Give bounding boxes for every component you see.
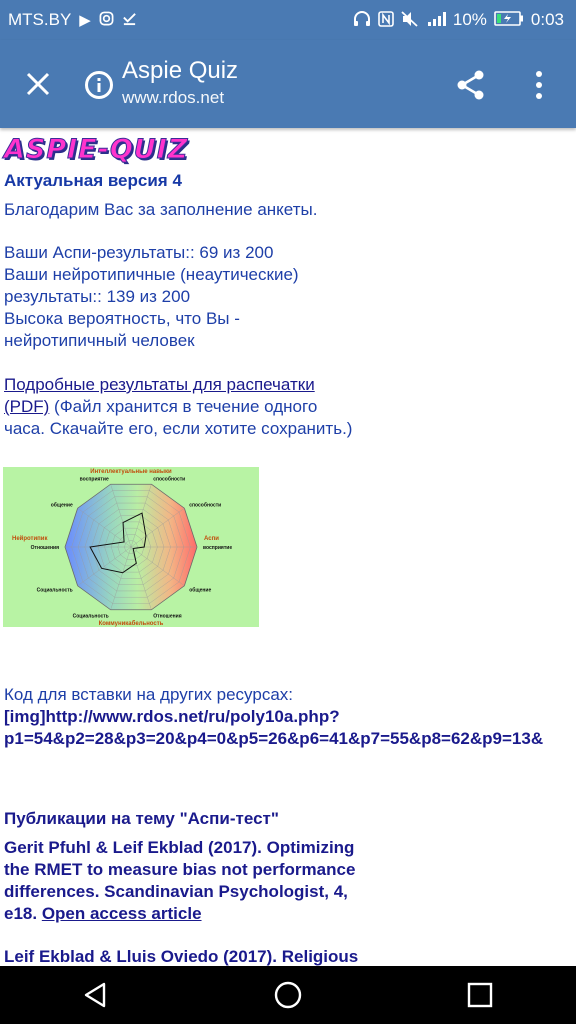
radar-bottom-label: Коммуникабельность [98, 621, 164, 627]
pdf-results-link[interactable]: Подробные результаты для распечатки [4, 375, 315, 394]
pub1-line1: Gerit Pfuhl & Leif Ekblad (2017). Optimizing [4, 838, 355, 857]
play-icon: ▶ [79, 11, 91, 29]
radar-axis-label: общение [50, 502, 73, 509]
radar-right-label: Аспи [204, 536, 219, 542]
share-button[interactable] [450, 64, 492, 106]
pdf-note-2: часа. Скачайте его, если хотите сохранить.) [4, 419, 353, 438]
radar-chart-image [3, 467, 259, 627]
carrier-label: MTS.BY [8, 10, 72, 29]
battery-percent: 10% [452, 10, 487, 29]
open-access-link[interactable]: Open access article [41, 904, 202, 923]
radar-axis-label: способности [189, 502, 222, 509]
recents-button[interactable] [440, 966, 520, 1024]
back-icon [82, 981, 110, 1009]
embed-code-line1[interactable]: [img]http://www.rdos.net/ru/poly10a.php? [4, 707, 340, 726]
info-icon [84, 70, 114, 100]
battery-icon [494, 11, 524, 29]
embed-label: Код для вставки на других ресурсах: [4, 685, 293, 704]
status-bar [0, 0, 576, 40]
mute-icon [401, 11, 419, 30]
page-url: www.rdos.net [122, 88, 225, 107]
close-icon [25, 71, 51, 97]
back-button[interactable] [56, 966, 136, 1024]
aspie-score-text: Ваши Аспи-результаты:: 69 из 200 [4, 243, 274, 262]
radar-axis-label: восприятие [79, 476, 109, 483]
nfc-icon [378, 11, 394, 30]
embed-code-line2[interactable]: p1=54&p2=28&p3=20&p4=0&p5=26&p6=41&p7=55&p8=62&p9=13& [4, 729, 544, 748]
pub1-line3: differences. Scandinavian Psychologist, 4, [4, 882, 348, 901]
aspie-quiz-logo: ASPIE-QUIZ [4, 134, 189, 165]
web-content [0, 128, 576, 966]
close-button[interactable] [18, 66, 58, 102]
home-icon [273, 980, 303, 1010]
page-info-button[interactable] [82, 68, 116, 102]
nt-score-text-line1: Ваши нейротипичные (неаутические) [4, 265, 299, 284]
pub2-line1: Leif Ekblad & Lluis Oviedo (2017). Religious [4, 947, 359, 966]
pub1-line2: the RMET to measure bias not performance [4, 860, 356, 879]
radar-axis-label: способности [153, 476, 186, 483]
version-heading: Актуальная версия 4 [4, 171, 182, 190]
pub1-line4: e18. [4, 904, 42, 923]
home-button[interactable] [248, 966, 328, 1024]
signal-icon [426, 11, 446, 30]
instagram-icon [99, 11, 114, 29]
nt-score-text-line2: результаты:: 139 из 200 [4, 287, 191, 306]
thanks-text: Благодарим Вас за заполнение анкеты. [4, 200, 318, 219]
headphones-icon [353, 11, 371, 30]
app-bar [0, 40, 576, 128]
radar-axis-label: Отношения [153, 613, 182, 620]
pdf-results-link-pdf[interactable]: (PDF) [4, 397, 50, 416]
radar-axis-label: Отношения [30, 545, 59, 551]
radar-axis-label: восприятие [203, 545, 233, 551]
recents-icon [467, 982, 493, 1008]
verdict-line1: Высока вероятность, что Вы - [4, 309, 240, 328]
radar-axis-label: общение [189, 587, 212, 594]
radar-axis-label: Социальность [72, 613, 109, 620]
radar-left-label: Нейротипик [12, 536, 48, 542]
more-vert-icon [534, 70, 544, 100]
pdf-note-1: (Файл хранится в течение одного [49, 397, 318, 416]
page-title: Aspie Quiz [122, 57, 239, 84]
download-done-icon [122, 11, 137, 29]
overflow-menu-button[interactable] [522, 64, 556, 106]
share-icon [455, 69, 487, 101]
clock: 0:03 [530, 10, 564, 29]
system-nav-bar [0, 966, 576, 1024]
publications-heading: Публикации на тему "Аспи-тест" [4, 809, 279, 828]
radar-axis-label: Социальность [36, 587, 73, 594]
verdict-line2: нейротипичный человек [4, 331, 195, 350]
radar-top-label: Интеллектуальные навыки [90, 469, 172, 475]
